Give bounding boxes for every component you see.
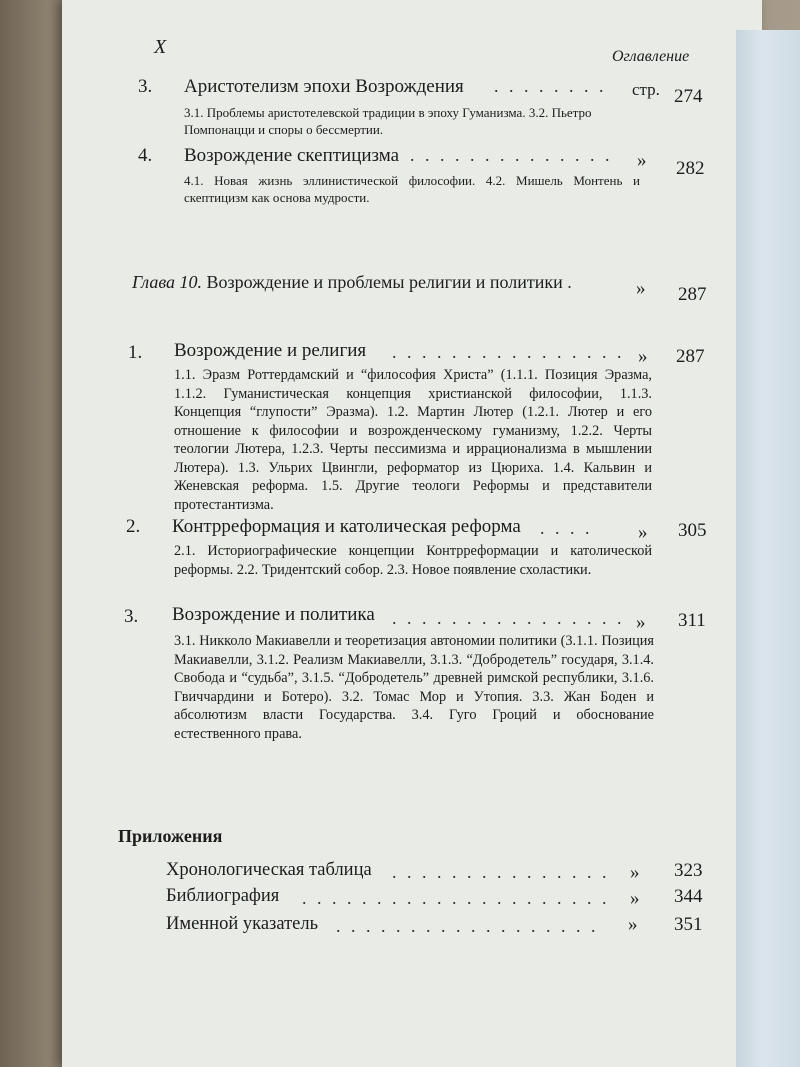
page-number: 287 xyxy=(676,346,705,367)
page-number: 311 xyxy=(678,610,706,631)
page-number: 305 xyxy=(678,520,707,541)
page-prefix: стр. xyxy=(632,80,660,99)
appendix-title: Хронологическая таблица xyxy=(166,860,372,880)
ditto-mark: » xyxy=(630,888,640,909)
section-title: Возрождение и религия xyxy=(174,340,367,361)
dot-leader: . . . . . . . . xyxy=(494,76,607,96)
section-number: 3. xyxy=(124,606,139,627)
dot-leader: . . . . . . . . . . . . . . . . xyxy=(392,608,625,628)
chapter-label: Глава 10. xyxy=(132,272,203,292)
section-number: 3. xyxy=(138,76,153,97)
dot-leader: . . . . . . . . . . . . . . . . . . . . . xyxy=(302,888,610,908)
dot-leader: . . . . . . . . . . . . . . . . . . xyxy=(336,916,599,936)
page-number: 282 xyxy=(676,158,705,179)
chapter-title: Возрождение и проблемы религии и политики xyxy=(206,272,563,292)
page-number: 344 xyxy=(674,886,703,907)
dot-leader: . . . . . . . . . . . . . . . . xyxy=(392,342,625,362)
appendices-heading: Приложения xyxy=(118,826,223,846)
ditto-mark: » xyxy=(637,150,647,171)
page-number: 274 xyxy=(674,86,703,107)
page-number: 287 xyxy=(678,284,707,305)
section-title: Контрреформация и католическая реформа xyxy=(172,516,521,537)
subsection-list: 3.1. Никколо Макиавелли и теоретизация автономии политики (3.1.1. Позиция Макиавелли, 3.1.2. Реализм Макиавелли, 3.1.3. “Добродетель” государя, 3.1.4. Свобода и “судьба”, 3.1.5. “Добродетель” древней римской республики, 3.1.6. Гвиччардини и Ботеро). 3.2. Томас Мор и Утопия. 3.3. Жан Боден и абсолютизм власти Государства. 3.4. Гуго Гроций и обоснование естественного права. xyxy=(174,633,654,742)
dot-leader: . . . . xyxy=(540,518,593,538)
section-number: 4. xyxy=(138,145,153,166)
subsection-list: 1.1. Эразм Роттердамский и “философия Христа” (1.1.1. Позиция Эразма, 1.1.2. Гуманистическая концепция христианской философии, 1.1.3. Концепция “глупости” Эразма). 1.2. Мартин Лютер (1.2.1. Лютер и его отношение к философии и возрожденческому гуманизму, 1.2.2. Черты теологии Лютера, 1.2.3. Черты пессимизма и иррационализма в мышлении Лютера). 1.3. Ульрих Цвингли, реформатор из Цюриха. 1.4. Кальвин и Женевская реформа. 1.5. Другие теологи Реформы и представители протестантизма. xyxy=(174,367,652,513)
dot-leader: . . . . . . . . . . . . . . . xyxy=(392,862,610,882)
ditto-mark: » xyxy=(630,862,640,883)
subsection-list: 3.1. Проблемы аристотелевской традиции в эпоху Гуманизма. 3.2. Пьетро Помпонацци и споры о бессмертии. xyxy=(184,105,592,137)
section-title: Возрождение и политика xyxy=(172,604,375,625)
subsection-list: 2.1. Историографические концепции Контрреформации и католической реформы. 2.2. Тридентский собор. 2.3. Новое появление схоластики. xyxy=(174,543,652,578)
page-number: 351 xyxy=(674,914,703,935)
section-title: Аристотелизм эпохи Возрождения xyxy=(184,76,464,97)
appendix-title: Именной указатель xyxy=(166,914,319,934)
section-number: 1. xyxy=(128,342,143,363)
dot-leader: . xyxy=(567,272,575,292)
ditto-mark: » xyxy=(636,612,646,633)
dot-leader: . . . . . . . . . . . . . . xyxy=(410,145,613,165)
ditto-mark: » xyxy=(628,914,638,935)
subsection-list: 4.1. Новая жизнь эллинистической философии. 4.2. Мишель Монтень и скептицизм как основа мудрости. xyxy=(184,173,640,205)
page-number: 323 xyxy=(674,860,703,881)
ditto-mark: » xyxy=(638,522,648,543)
toc-page xyxy=(62,0,762,1067)
appendix-title: Библиография xyxy=(166,886,280,906)
running-header-right: Оглавление xyxy=(612,48,690,65)
ditto-mark: » xyxy=(638,346,648,367)
running-header-left: X xyxy=(154,36,167,58)
chapter-heading xyxy=(132,272,575,293)
ditto-mark: » xyxy=(636,278,646,299)
section-title: Возрождение скептицизма xyxy=(184,145,400,166)
section-number: 2. xyxy=(126,516,141,537)
